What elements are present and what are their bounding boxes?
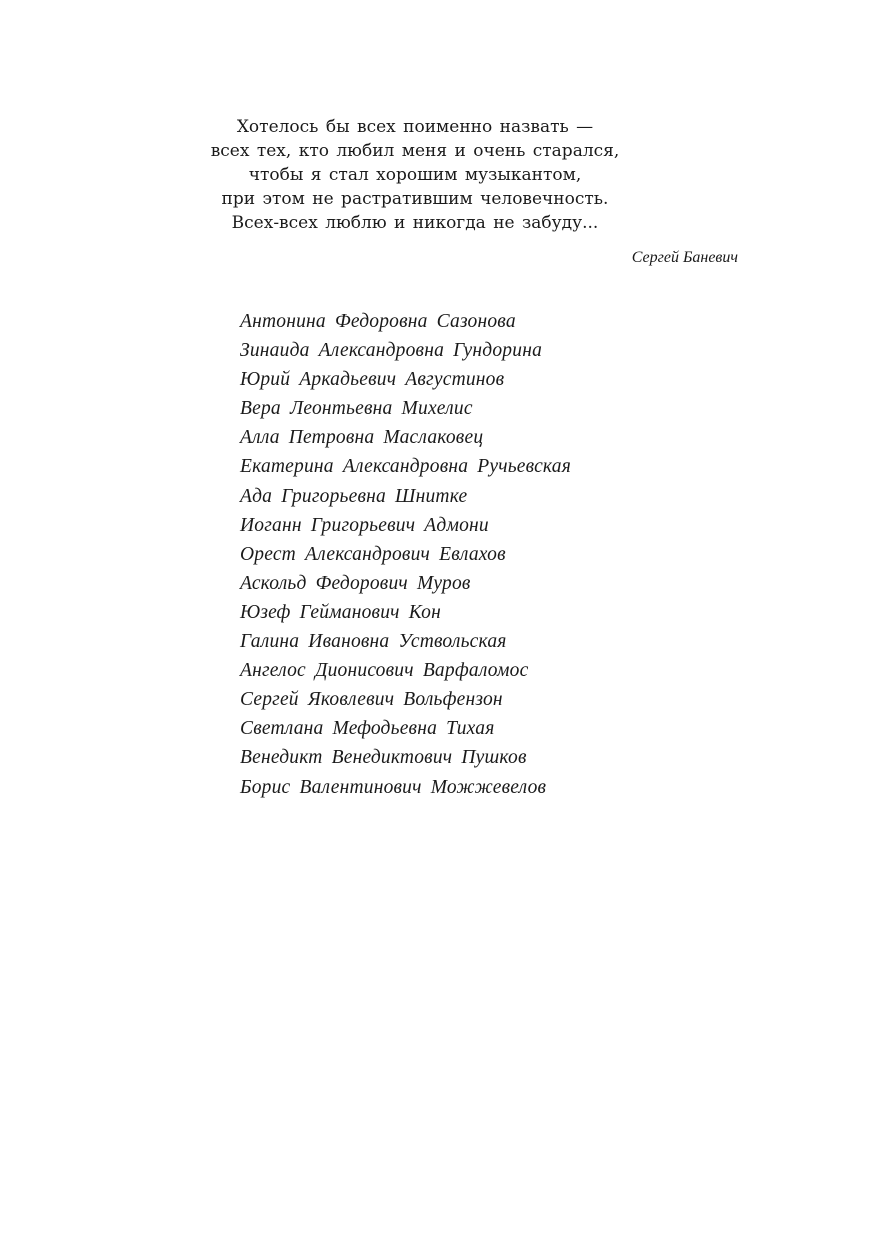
list-item: Антонина Федоровна Сазонова [240, 311, 516, 332]
list-item: Аскольд Федорович Муров [240, 572, 471, 594]
list-item: Алла Петровна Маслаковец [240, 427, 484, 449]
list-item: Ангелос Дионисович Варфаломос [240, 660, 529, 682]
list-item: Сергей Яковлевич Вольфензон [240, 689, 503, 711]
list-item: Ада Григорьевна Шнитке [240, 485, 468, 507]
list-item: Юрий Аркадьевич Августинов [240, 369, 505, 391]
list-item: Екатерина Александровна Ручьевская [240, 456, 571, 478]
list-item: Борис Валентинович Можжевелов [240, 776, 547, 798]
list-item: Орест Александрович Евлахов [240, 543, 506, 565]
dedication-text [160, 115, 670, 235]
list-item: Вера Леонтьевна Михелис [240, 398, 473, 420]
teachers-list [240, 307, 740, 802]
list-item: Галина Ивановна Уствольская [240, 631, 507, 653]
dedication-line: Хотелось бы всех поименно назвать — [236, 117, 594, 137]
list-item: Юзеф Гейманович Кон [240, 601, 441, 623]
list-item: Венедикт Венедиктович Пушков [240, 747, 527, 769]
dedication-line: Всех-всех люблю и никогда не забуду... [231, 213, 599, 233]
dedication-line: чтобы я стал хорошим музыкантом, [248, 165, 582, 185]
dedication-line: всех тех, кто любил меня и очень старался, [210, 141, 620, 161]
list-item: Зинаида Александровна Гундорина [240, 340, 543, 362]
list-item: Светлана Мефодьевна Тихая [240, 718, 495, 740]
dedication-line: при этом не растратившим человечность. [221, 189, 609, 209]
author-signature: Сергей Баневич [631, 249, 738, 266]
list-item: Иоганн Григорьевич Адмони [240, 514, 489, 536]
